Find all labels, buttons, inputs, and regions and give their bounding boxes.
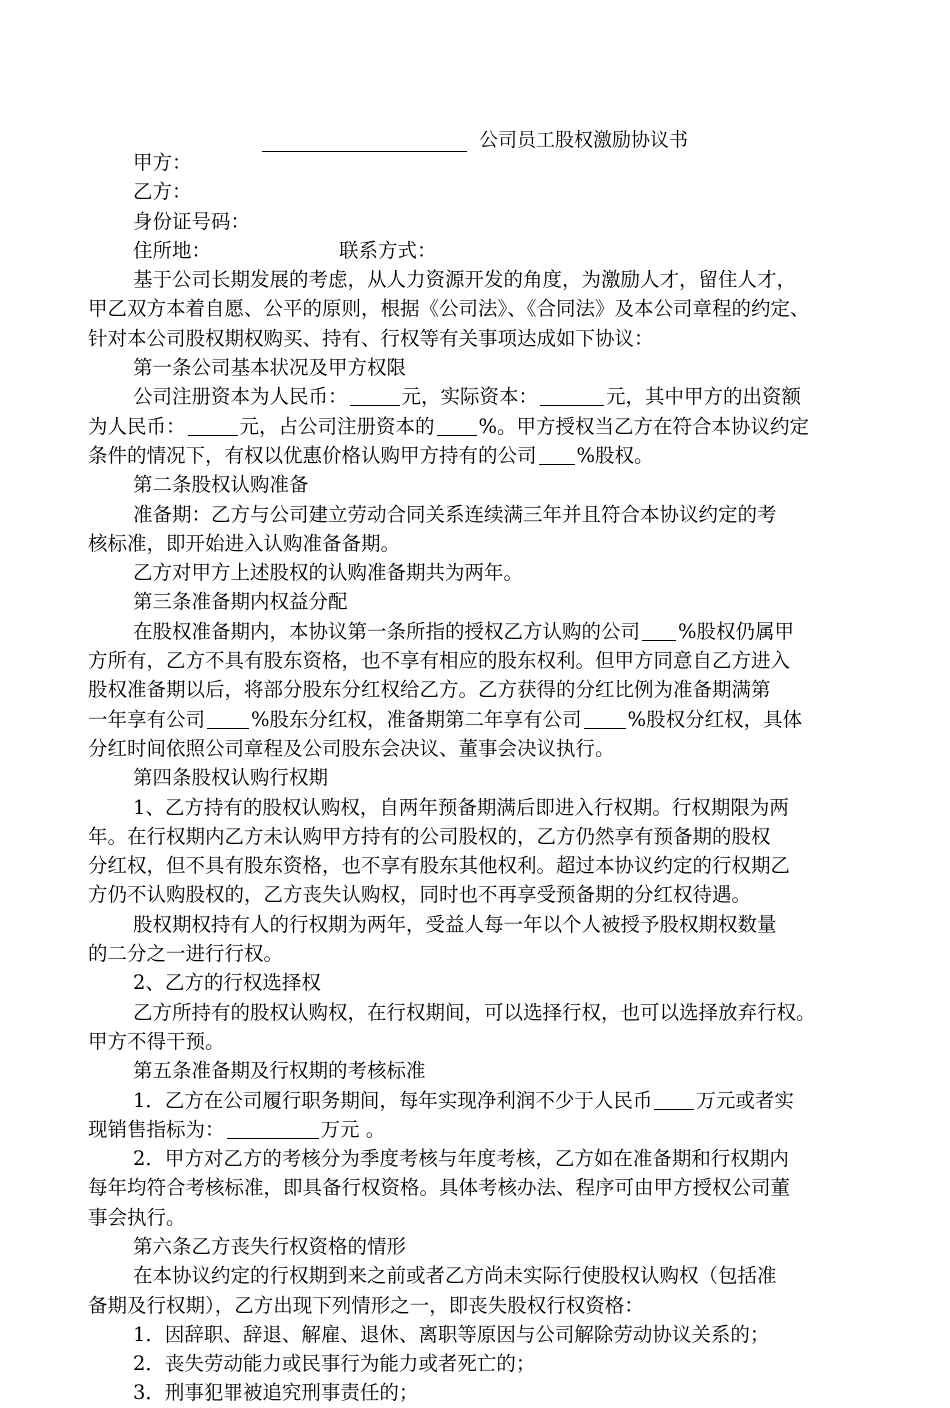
preamble-line: 针对本公司股权期权购买、持有、行权等有关事项达成如下协议： bbox=[88, 326, 654, 350]
article-4-line: 年。在行权期内乙方未认购甲方持有的公司股权的，乙方仍然享有预备期的股权 bbox=[88, 824, 771, 848]
equity-percent-blank[interactable] bbox=[539, 444, 575, 465]
article-1-line: 公司注册资本为人民币： 元，实际资本： 元，其中甲方的出资额 bbox=[133, 385, 802, 409]
article-3-heading: 第三条准备期内权益分配 bbox=[133, 590, 348, 614]
article-2-line: 准备期：乙方与公司建立劳动合同关系连续满三年并且符合本协议约定的考 bbox=[133, 502, 777, 526]
article-3-line: 在股权准备期内，本协议第一条所指的授权乙方认购的公司 %股权仍属甲 bbox=[133, 619, 795, 643]
party-b-label: 乙方： bbox=[133, 180, 192, 204]
contact-label: 联系方式： bbox=[339, 238, 437, 262]
article-5-line: 2．甲方对乙方的考核分为季度考核与年度考核，乙方如在准备期和行权期内 bbox=[133, 1147, 789, 1171]
sales-target-blank[interactable] bbox=[227, 1118, 319, 1139]
party-a-contribution-blank[interactable] bbox=[188, 415, 238, 436]
article-3-line: 分红时间依照公司章程及公司股东会决议、董事会决议执行。 bbox=[88, 736, 615, 760]
article-4-line: 方仍不认购股权的，乙方丧失认购权，同时也不再享受预备期的分红权待遇。 bbox=[88, 883, 752, 907]
preamble-line: 甲乙双方本着自愿、公平的原则，根据《公司法》、《合同法》及本公司章程的约定、 bbox=[88, 297, 810, 321]
article-4-subheading: 2、乙方的行权选择权 bbox=[133, 971, 321, 995]
actual-capital-blank[interactable] bbox=[540, 385, 604, 406]
address-contact-line bbox=[88, 236, 868, 265]
preamble-line: 基于公司长期发展的考虑，从人力资源开发的角度，为激励人才，留住人才， bbox=[133, 268, 797, 292]
article-6-heading: 第六条乙方丧失行权资格的情形 bbox=[133, 1234, 407, 1258]
article-4-line: 股权期权持有人的行权期为两年，受益人每一年以个人被授予股权期权数量 bbox=[133, 912, 777, 936]
article-4-line: 分红权，但不具有股东资格，也不享有股东其他权利。超过本协议约定的行权期乙 bbox=[88, 854, 791, 878]
article-1-line: 为人民币： 元，占公司注册资本的 %。甲方授权当乙方在符合本协议约定 bbox=[88, 414, 810, 438]
second-year-dividend-blank[interactable] bbox=[584, 708, 626, 729]
article-1-line: 条件的情况下，有权以优惠价格认购甲方持有的公司 %股权。 bbox=[88, 443, 654, 467]
subscribed-equity-blank[interactable] bbox=[642, 620, 676, 641]
article-5-heading: 第五条准备期及行权期的考核标准 bbox=[133, 1059, 426, 1083]
article-6-item: 3．刑事犯罪被追究刑事责任的； bbox=[133, 1381, 419, 1405]
article-1-heading: 第一条公司基本状况及甲方权限 bbox=[133, 356, 407, 380]
article-2-line: 核标准，即开始进入认购准备备期。 bbox=[88, 531, 401, 555]
document-title: 公司员工股权激励协议书 bbox=[478, 129, 688, 151]
net-profit-blank[interactable] bbox=[654, 1089, 694, 1110]
share-percent-blank[interactable] bbox=[437, 415, 477, 436]
first-year-dividend-blank[interactable] bbox=[207, 708, 249, 729]
registered-capital-blank[interactable] bbox=[350, 385, 400, 406]
article-4-line: 甲方不得干预。 bbox=[88, 1029, 225, 1053]
article-6-item: 1．因辞职、辞退、解雇、退休、离职等原因与公司解除劳动协议关系的； bbox=[133, 1322, 770, 1346]
article-4-heading: 第四条股权认购行权期 bbox=[133, 766, 329, 790]
article-4-line: 1、乙方持有的股权认购权，自两年预备期满后即进入行权期。行权期限为两 bbox=[133, 795, 789, 819]
article-5-line: 事会执行。 bbox=[88, 1205, 186, 1229]
article-6-line: 备期及行权期），乙方出现下列情形之一，即丧失股权行权资格： bbox=[88, 1293, 644, 1317]
id-number-label: 身份证号码： bbox=[133, 209, 251, 233]
article-5-line: 现销售指标为： 万元 。 bbox=[88, 1117, 386, 1141]
article-5-line: 每年均符合考核标准，即具备行权资格。具体考核办法、程序可由甲方授权公司董 bbox=[88, 1176, 791, 1200]
address-label: 住所地： bbox=[133, 238, 212, 262]
party-a-label: 甲方： bbox=[133, 151, 192, 174]
article-6-line: 在本协议约定的行权期到来之前或者乙方尚未实际行使股权认购权（包括准 bbox=[133, 1264, 777, 1288]
article-4-line: 乙方所持有的股权认购权，在行权期间，可以选择行权，也可以选择放弃行权。 bbox=[133, 1000, 816, 1024]
article-2-line: 乙方对甲方上述股权的认购准备期共为两年。 bbox=[133, 561, 524, 585]
article-3-line: 方所有，乙方不具有股东资格，也不享有相应的股东权利。但甲方同意自乙方进入 bbox=[88, 649, 791, 673]
article-2-heading: 第二条股权认购准备 bbox=[133, 473, 309, 497]
article-3-line: 一年享有公司 %股东分红权，准备期第二年享有公司 %股权分红权，具体 bbox=[88, 707, 803, 731]
document-body bbox=[88, 148, 868, 1408]
article-5-line: 1．乙方在公司履行职务期间，每年实现净利润不少于人民币 万元或者实 bbox=[133, 1088, 794, 1112]
article-4-line: 的二分之一进行行权。 bbox=[88, 942, 284, 966]
article-3-line: 股权准备期以后，将部分股东分红权给乙方。乙方获得的分红比例为准备期满第 bbox=[88, 678, 771, 702]
article-6-item: 2．丧失劳动能力或民事行为能力或者死亡的； bbox=[133, 1352, 536, 1376]
